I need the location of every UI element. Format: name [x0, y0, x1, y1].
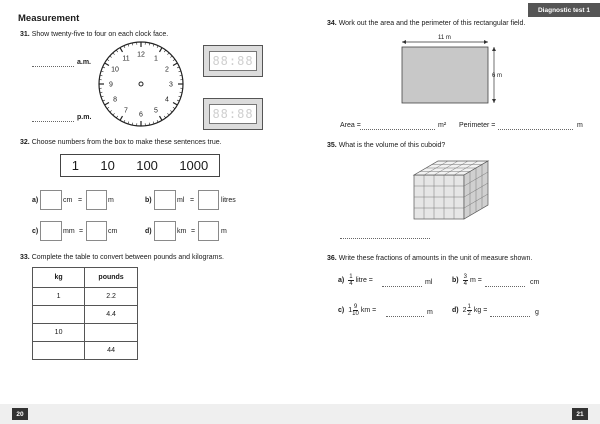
number-box-item: 1 [71, 158, 79, 173]
analog-clock[interactable] [98, 41, 184, 127]
clock-numeral: 2 [165, 66, 169, 74]
q36-number: 36. [327, 255, 337, 262]
q36-c-row [338, 304, 376, 317]
perimeter-answer-line[interactable] [498, 129, 573, 130]
q32-prompt [20, 139, 222, 146]
number-box-item: 100 [136, 158, 158, 173]
area-unit: m² [438, 122, 447, 129]
q36-b-text: m = [469, 277, 482, 284]
q32-c-input-2[interactable] [86, 221, 107, 241]
q36-prompt [327, 255, 532, 262]
am-answer-line[interactable] [32, 66, 74, 67]
q32-b-unit1: ml [177, 197, 185, 204]
conversion-table [32, 267, 138, 360]
table-cell-answer[interactable] [85, 324, 138, 342]
fraction-numerator: 3 [463, 274, 467, 280]
q36-c-letter: c) [338, 307, 345, 314]
table-header: kg [33, 268, 85, 288]
width-arrow-left [402, 40, 406, 44]
table-cell: 10 [33, 324, 85, 342]
q32-c-unit2: cm [108, 228, 118, 235]
q36-d-fraction [467, 304, 472, 317]
number-box-item: 1000 [179, 158, 209, 173]
width-label: 11 m [438, 35, 451, 41]
fraction-denominator: 4 [349, 281, 353, 287]
q32-d-input-2[interactable] [198, 221, 219, 241]
q32-a-input-1[interactable] [40, 190, 62, 210]
clock-numeral: 7 [124, 107, 128, 115]
fraction-numerator: 9 [353, 304, 358, 310]
table-cell: 1 [33, 288, 85, 306]
number-box-item: 10 [100, 158, 115, 173]
q32-d-letter: d) [145, 228, 152, 235]
q36-c-whole: 1 [348, 307, 353, 314]
footer-left [0, 404, 300, 424]
field-rectangle [402, 47, 488, 103]
q36-d-whole: 2 [462, 307, 467, 314]
clock-numeral: 8 [113, 96, 117, 104]
q32-b-unit2: litres [221, 197, 236, 204]
clock-numeral: 3 [169, 81, 173, 89]
q33-number: 33. [20, 254, 30, 261]
q36-d-letter: d) [452, 307, 459, 314]
q32-c-input-1[interactable] [40, 221, 62, 241]
q36-d-answer-line[interactable] [490, 316, 530, 317]
table-cell: 2.2 [85, 288, 138, 306]
q33-prompt [20, 254, 224, 261]
table-cell: 4.4 [85, 306, 138, 324]
q36-b-fraction [463, 274, 468, 287]
clock-numeral: 5 [154, 107, 158, 115]
q32-c-unit1: mm [63, 228, 75, 235]
q36-text: Write these fractions of amounts in the unit of measure shown. [338, 255, 533, 262]
q36-a-fraction [348, 274, 353, 287]
height-arrow-top [492, 47, 496, 51]
q32-text: Choose numbers from the box to make these sentences true. [31, 139, 222, 146]
test-title-tab: Diagnostic test 1 [528, 3, 600, 17]
number-box [60, 154, 220, 177]
perimeter-unit: m [577, 122, 583, 129]
q32-b-equals: = [190, 197, 195, 204]
fraction-denominator: 2 [467, 311, 471, 317]
q36-b-unit: cm [530, 279, 540, 286]
clock-numeral: 10 [111, 66, 119, 74]
page-number-left: 20 [12, 408, 28, 420]
q32-d-equals: = [191, 228, 196, 235]
table-cell-answer[interactable] [33, 342, 85, 360]
q35-text: What is the volume of this cuboid? [338, 142, 446, 149]
q32-b-input-1[interactable] [154, 190, 176, 210]
footer-right [300, 404, 600, 424]
pm-answer-line[interactable] [32, 121, 74, 122]
q32-number: 32. [20, 139, 30, 146]
q36-c-unit: m [427, 309, 433, 316]
volume-answer-line[interactable] [340, 238, 430, 239]
q36-a-text: litre = [355, 277, 373, 284]
q32-d-unit2: m [221, 228, 227, 235]
digital-clock-am[interactable] [203, 45, 263, 77]
fraction-numerator: 1 [349, 274, 353, 280]
height-label: 6 m [492, 73, 503, 79]
clock-numeral: 4 [165, 96, 169, 104]
fraction-denominator: 10 [352, 311, 359, 317]
q35-prompt [327, 142, 445, 149]
q32-d-input-1[interactable] [154, 221, 176, 241]
q36-d-row [452, 304, 487, 317]
q36-b-row [452, 274, 482, 287]
q36-d-text: kg = [473, 307, 488, 314]
q36-a-unit: ml [425, 279, 433, 286]
height-arrow-bottom [492, 99, 496, 103]
cuboid-diagram [412, 158, 496, 222]
q32-b-input-2[interactable] [198, 190, 219, 210]
q34-number: 34. [327, 20, 337, 27]
table-cell-answer[interactable] [33, 306, 85, 324]
q34-text: Work out the area and the perimeter of this rectangular field. [338, 20, 526, 27]
page-number-right: 21 [572, 408, 588, 420]
digital-display-am: 88:88 [209, 51, 257, 71]
clock-numeral: 1 [154, 55, 158, 63]
q32-a-equals: = [78, 197, 83, 204]
q33-text: Complete the table to convert between pounds and kilograms. [31, 254, 224, 261]
area-answer-line[interactable] [360, 129, 435, 130]
am-label: a.m. [77, 59, 92, 66]
q36-c-fraction [352, 304, 359, 317]
area-label: Area = [340, 122, 361, 129]
q32-a-unit1: cm [63, 197, 73, 204]
q31-number: 31. [20, 31, 30, 38]
q32-c-equals: = [79, 228, 84, 235]
width-arrow-right [484, 40, 488, 44]
q32-a-unit2: m [108, 197, 114, 204]
table-header: pounds [85, 268, 138, 288]
q32-a-letter: a) [32, 197, 39, 204]
digital-display-pm: 88:88 [209, 104, 257, 124]
q36-d-unit: g [535, 309, 539, 316]
table-cell: 44 [85, 342, 138, 360]
q31-prompt [20, 31, 168, 38]
q31-text: Show twenty-five to four on each clock face. [31, 31, 169, 38]
digital-clock-pm[interactable] [203, 98, 263, 130]
pm-label: p.m. [77, 114, 92, 121]
q34-prompt [327, 20, 525, 27]
q36-a-letter: a) [338, 277, 345, 284]
clock-numeral: 11 [122, 55, 130, 63]
fraction-denominator: 4 [463, 281, 467, 287]
q36-b-letter: b) [452, 277, 459, 284]
clock-numeral: 9 [109, 81, 113, 89]
q36-c-text: km = [360, 307, 377, 314]
q32-b-letter: b) [145, 197, 152, 204]
clock-numeral: 6 [139, 111, 143, 119]
fraction-numerator: 1 [467, 304, 471, 310]
q36-b-answer-line[interactable] [485, 286, 525, 287]
q36-a-answer-line[interactable] [382, 286, 422, 287]
q36-c-answer-line[interactable] [386, 316, 424, 317]
q32-c-letter: c) [32, 228, 39, 235]
clock-numeral: 12 [137, 51, 145, 59]
q36-a-row [338, 274, 373, 287]
q32-d-unit1: km [177, 228, 187, 235]
q35-number: 35. [327, 142, 337, 149]
section-title: Measurement [18, 13, 80, 24]
q32-a-input-2[interactable] [86, 190, 107, 210]
perimeter-label: Perimeter = [459, 122, 496, 129]
